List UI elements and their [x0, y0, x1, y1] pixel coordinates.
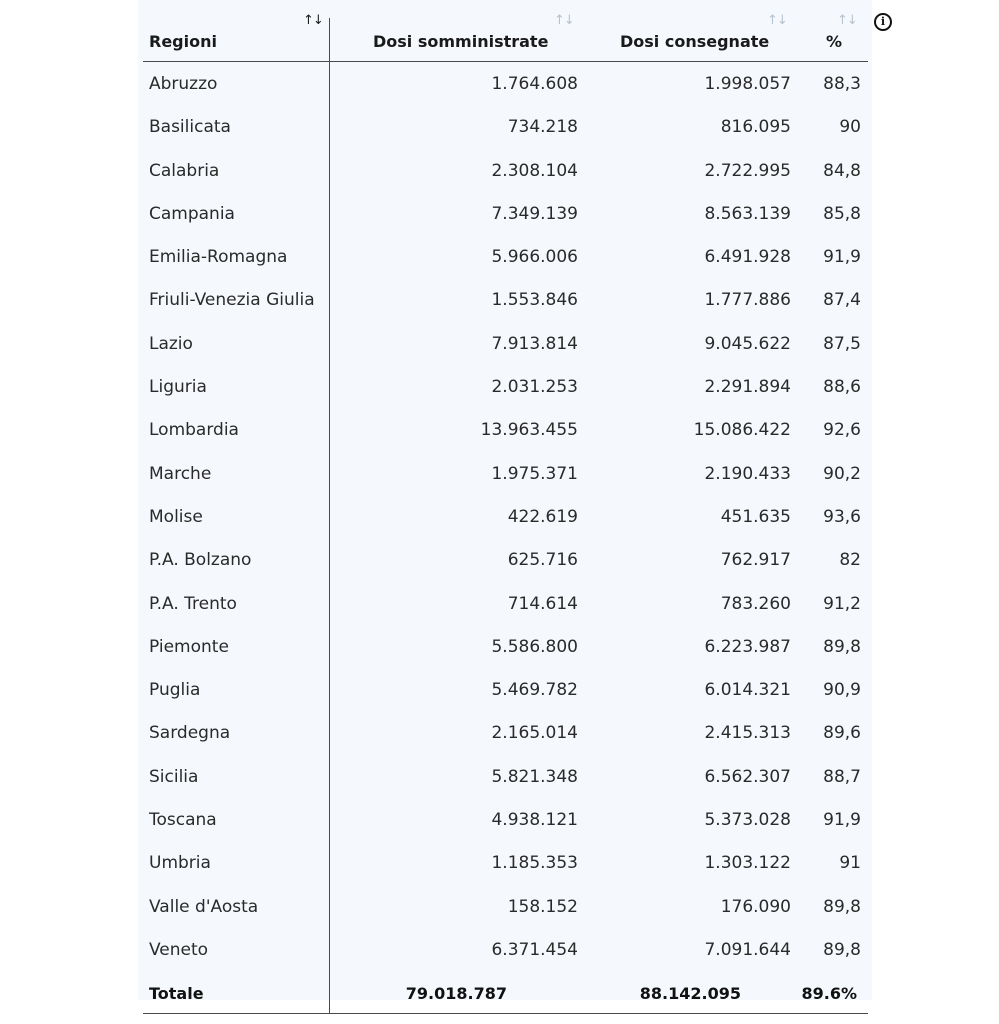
administered-cell: 5.469.782 — [491, 680, 578, 701]
delivered-cell: 783.260 — [720, 593, 791, 614]
percent-cell: 89,8 — [823, 896, 861, 917]
percent-cell: 85,8 — [823, 203, 861, 224]
header-percent[interactable]: % — [826, 32, 843, 51]
region-cell: Emilia-Romagna — [149, 247, 288, 268]
region-cell: Lazio — [149, 333, 193, 354]
header-delivered[interactable]: Dosi consegnate — [620, 32, 770, 51]
footer-divider — [143, 1013, 868, 1014]
region-cell: Marche — [149, 463, 212, 484]
table-body — [143, 64, 868, 973]
region-cell: Liguria — [149, 377, 207, 398]
delivered-cell: 176.090 — [720, 896, 791, 917]
percent-cell: 88,3 — [823, 74, 861, 94]
administered-cell: 1.553.846 — [491, 290, 578, 311]
table-row — [143, 194, 868, 237]
delivered-cell: 2.415.313 — [704, 723, 791, 744]
region-cell: Molise — [149, 506, 203, 527]
total-label: Totale — [149, 984, 204, 1003]
administered-cell: 158.152 — [507, 896, 578, 917]
percent-cell: 89,6 — [823, 723, 861, 744]
table-row — [143, 497, 868, 540]
delivered-cell: 816.095 — [720, 117, 791, 138]
table-row — [143, 280, 868, 323]
delivered-cell: 762.917 — [720, 550, 791, 571]
delivered-cell: 5.373.028 — [704, 810, 791, 831]
administered-cell: 5.821.348 — [491, 766, 578, 787]
percent-cell: 87,4 — [823, 290, 861, 311]
delivered-cell: 2.722.995 — [704, 160, 791, 181]
delivered-cell: 2.190.433 — [704, 463, 791, 484]
administered-cell: 1.975.371 — [491, 463, 578, 484]
percent-cell: 88,6 — [823, 377, 861, 398]
region-cell: Piemonte — [149, 636, 229, 657]
percent-cell: 90 — [839, 117, 861, 138]
region-cell: P.A. Bolzano — [149, 550, 252, 571]
table-row — [143, 887, 868, 930]
vaccine-doses-table — [143, 0, 868, 1016]
percent-cell: 92,6 — [823, 420, 861, 441]
administered-cell: 13.963.455 — [480, 420, 578, 441]
delivered-cell: 1.777.886 — [704, 290, 791, 311]
table-row — [143, 540, 868, 583]
table-row — [143, 64, 868, 107]
header-region[interactable]: Regioni — [149, 32, 217, 51]
region-cell: Lombardia — [149, 420, 239, 441]
administered-cell: 6.371.454 — [491, 939, 578, 960]
administered-cell: 1.185.353 — [491, 853, 578, 874]
percent-cell: 82 — [839, 550, 861, 571]
region-cell: Sardegna — [149, 723, 231, 744]
percent-cell: 91,9 — [823, 810, 861, 831]
delivered-cell: 1.303.122 — [704, 853, 791, 874]
region-cell: Toscana — [149, 810, 217, 831]
delivered-cell: 6.014.321 — [704, 680, 791, 701]
region-cell: Abruzzo — [149, 74, 218, 94]
percent-cell: 91 — [839, 853, 861, 874]
administered-cell: 422.619 — [507, 506, 578, 527]
table-row — [143, 410, 868, 453]
delivered-cell: 15.086.422 — [693, 420, 791, 441]
administered-cell: 7.913.814 — [491, 333, 578, 354]
administered-cell: 5.586.800 — [491, 636, 578, 657]
administered-cell: 4.938.121 — [491, 810, 578, 831]
sort-percent-icon[interactable]: ↑↓ — [837, 13, 857, 28]
percent-cell: 93,6 — [823, 506, 861, 527]
table-row — [143, 237, 868, 280]
administered-cell: 7.349.139 — [491, 203, 578, 224]
table-row — [143, 930, 868, 973]
administered-cell: 714.614 — [507, 593, 578, 614]
administered-cell: 2.308.104 — [491, 160, 578, 181]
delivered-cell: 6.562.307 — [704, 766, 791, 787]
delivered-cell: 6.491.928 — [704, 247, 791, 268]
percent-cell: 89,8 — [823, 939, 861, 960]
region-cell: Calabria — [149, 160, 220, 181]
sort-region-icon[interactable]: ↑↓ — [303, 13, 323, 28]
sort-administered-icon[interactable]: ↑↓ — [554, 13, 574, 28]
administered-cell: 2.165.014 — [491, 723, 578, 744]
percent-cell: 84,8 — [823, 160, 861, 181]
delivered-cell: 8.563.139 — [704, 203, 791, 224]
total-percent: 89.6% — [801, 984, 857, 1003]
administered-cell: 2.031.253 — [491, 377, 578, 398]
percent-cell: 87,5 — [823, 333, 861, 354]
header-administered[interactable]: Dosi somministrate — [373, 32, 549, 51]
table-row — [143, 367, 868, 410]
info-icon[interactable]: i — [874, 13, 892, 31]
region-cell: Puglia — [149, 680, 201, 701]
administered-cell: 625.716 — [507, 550, 578, 571]
header-divider — [143, 61, 868, 62]
table-row — [143, 151, 868, 194]
delivered-cell: 9.045.622 — [704, 333, 791, 354]
region-cell: Valle d'Aosta — [149, 896, 259, 917]
delivered-cell: 6.223.987 — [704, 636, 791, 657]
delivered-cell: 451.635 — [720, 506, 791, 527]
region-cell: Basilicata — [149, 117, 231, 138]
region-cell: Campania — [149, 203, 235, 224]
total-delivered: 88.142.095 — [639, 984, 741, 1003]
region-cell: Umbria — [149, 853, 211, 874]
percent-cell: 90,9 — [823, 680, 861, 701]
administered-cell: 734.218 — [507, 117, 578, 138]
sort-delivered-icon[interactable]: ↑↓ — [767, 13, 787, 28]
percent-cell: 91,9 — [823, 247, 861, 268]
table-row — [143, 843, 868, 886]
region-cell: Veneto — [149, 939, 209, 960]
table-row — [143, 757, 868, 800]
table-row — [143, 800, 868, 843]
table-row — [143, 713, 868, 756]
table-row — [143, 627, 868, 670]
table-row — [143, 670, 868, 713]
percent-cell: 91,2 — [823, 593, 861, 614]
region-cell: P.A. Trento — [149, 593, 237, 614]
table-row — [143, 584, 868, 627]
percent-cell: 90,2 — [823, 463, 861, 484]
delivered-cell: 7.091.644 — [704, 939, 791, 960]
administered-cell: 1.764.608 — [491, 74, 578, 94]
total-row — [143, 980, 868, 1010]
table-row — [143, 454, 868, 497]
table-row — [143, 107, 868, 150]
delivered-cell: 2.291.894 — [704, 377, 791, 398]
percent-cell: 88,7 — [823, 766, 861, 787]
region-cell: Sicilia — [149, 766, 199, 787]
total-administered: 79.018.787 — [405, 984, 507, 1003]
administered-cell: 5.966.006 — [491, 247, 578, 268]
table-row — [143, 324, 868, 367]
percent-cell: 89,8 — [823, 636, 861, 657]
region-cell: Friuli-Venezia Giulia — [149, 290, 315, 311]
delivered-cell: 1.998.057 — [704, 74, 791, 94]
